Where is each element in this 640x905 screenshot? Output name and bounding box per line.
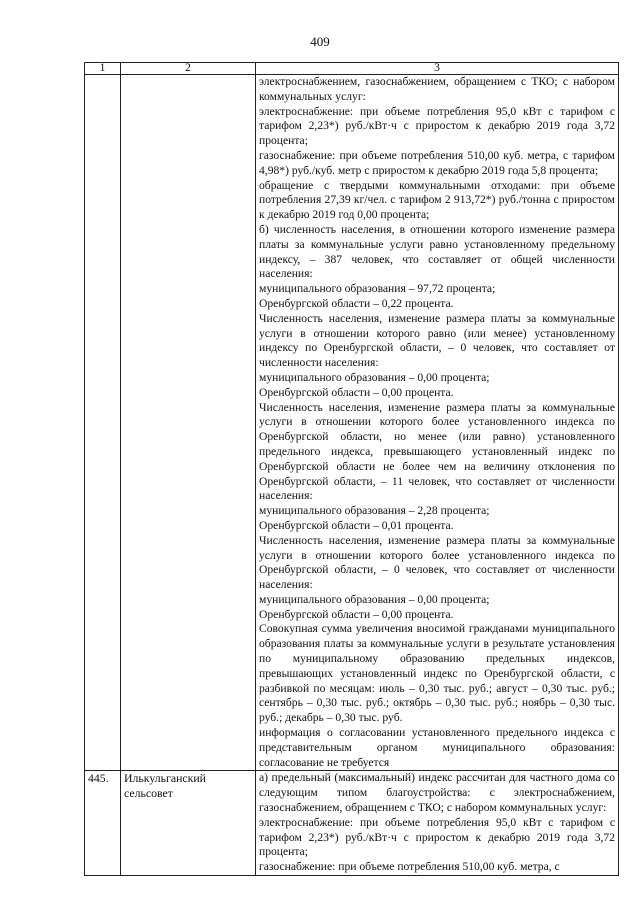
- table-row-continued: [85, 75, 619, 771]
- paragraph: муниципального образования – 97,72 процента;: [259, 282, 496, 296]
- paragraph: газоснабжение: при объеме потребления 510,00 куб. метра, с тарифом 4,98*) руб./куб. метр с приростом к декабрю 2019 года 5,8 процента;: [259, 148, 615, 177]
- paragraph: электроснабжение: при объеме потребления 95,0 кВт с тарифом с тарифом 2,23*) руб./кВт·ч с приростом к декабрю 2019 года 3,72 процента;: [259, 815, 615, 859]
- paragraph: муниципального образования – 0,00 процента;: [259, 592, 490, 606]
- row-number: 445.: [85, 771, 121, 876]
- page-number: 409: [310, 34, 330, 49]
- column-header-1: 1: [85, 63, 121, 75]
- paragraph: Оренбургской области – 0,22 процента.: [259, 296, 454, 310]
- paragraph: электроснабжение: при объеме потребления 95,0 кВт с тарифом с тарифом 2,23*) руб./кВт·ч с приростом к декабрю 2019 года 3,72 процента;: [259, 104, 615, 148]
- column-header-3: 3: [256, 63, 619, 75]
- paragraph: газоснабжение: при объеме потребления 510,00 куб. метра, с: [259, 860, 560, 874]
- paragraph: Совокупная сумма увеличения вносимой гражданами муниципального образования платы за коммунальные услуги в результате установления по муниципальному образованию предельных индексов, превышающих установленный индекс по Оренбургской области, с разбивкой по месяцам: июль – 0,30 тыс. руб.; август – 0,30 тыс. руб.; сентябрь – 0,30 тыс. руб.; октябрь – 0,30 тыс. руб.; ноябрь – 0,30 тыс. руб.; декабрь – 0,30 тыс. руб.: [259, 622, 615, 725]
- paragraph: Оренбургской области – 0,01 процента.: [259, 518, 454, 532]
- paragraph: информация о согласовании установленного предельного индекса с представительным органом муниципального образования: согласование не требуется: [259, 726, 615, 769]
- paragraph: обращение с твердыми коммунальными отходами: при объеме потребления 27,39 кг/чел. с тарифом 2 913,72*) руб./тонна с приростом к декабрю 2019 год 0,00 процента;: [259, 178, 615, 222]
- description-cell: [256, 75, 619, 771]
- paragraph: электроснабжением, газоснабжением, обращением с ТКО; с набором коммунальных услуг:: [259, 75, 615, 103]
- row-number-cell: [85, 75, 121, 771]
- paragraph: Оренбургской области – 0,00 процента.: [259, 607, 454, 621]
- paragraph: б) численность населения, в отношении которого изменение размера платы за коммунальные услуги равно установленному предельному индексу, – 387 человек, что составляет от общей численности населения:: [259, 222, 615, 281]
- paragraph: муниципального образования – 0,00 процента;: [259, 370, 490, 384]
- municipality-name: Илькульганский сельсовет: [121, 771, 256, 876]
- paragraph: а) предельный (максимальный) индекс рассчитан для частного дома со следующим типом благоустройства: с электроснабжением, газоснабжением, обращением с ТКО; с набором коммунальных услуг:: [259, 771, 615, 815]
- column-header-row: [85, 63, 619, 75]
- paragraph: муниципального образования – 2,28 процента;: [259, 504, 490, 518]
- paragraph: Численность населения, изменение размера платы за коммунальные услуги в отношении которого более установленного индекса по Оренбургской области, но менее (или равно) установленного предельного индекса, превышающего установленный индекс по Оренбургской области не более чем на величину отклонения по Оренбургской области, – 11 человек, что составляет от численности населения:: [259, 400, 615, 503]
- column-header-2: 2: [121, 63, 256, 75]
- municipality-cell: [121, 75, 256, 771]
- paragraph: Численность населения, изменение размера платы за коммунальные услуги в отношении которого более установленного индекса по Оренбургской области, – 0 человек, что составляет от численности населения:: [259, 533, 615, 592]
- tariff-table: [84, 62, 619, 876]
- table-row-445: [85, 771, 619, 876]
- paragraph: Оренбургской области – 0,00 процента.: [259, 385, 454, 399]
- paragraph: Численность населения, изменение размера платы за коммунальные услуги в отношении которого равно (или менее) установленному индексу по Оренбургской области, – 0 человек, что составляет от численности населения:: [259, 311, 615, 370]
- description-cell: [256, 771, 619, 876]
